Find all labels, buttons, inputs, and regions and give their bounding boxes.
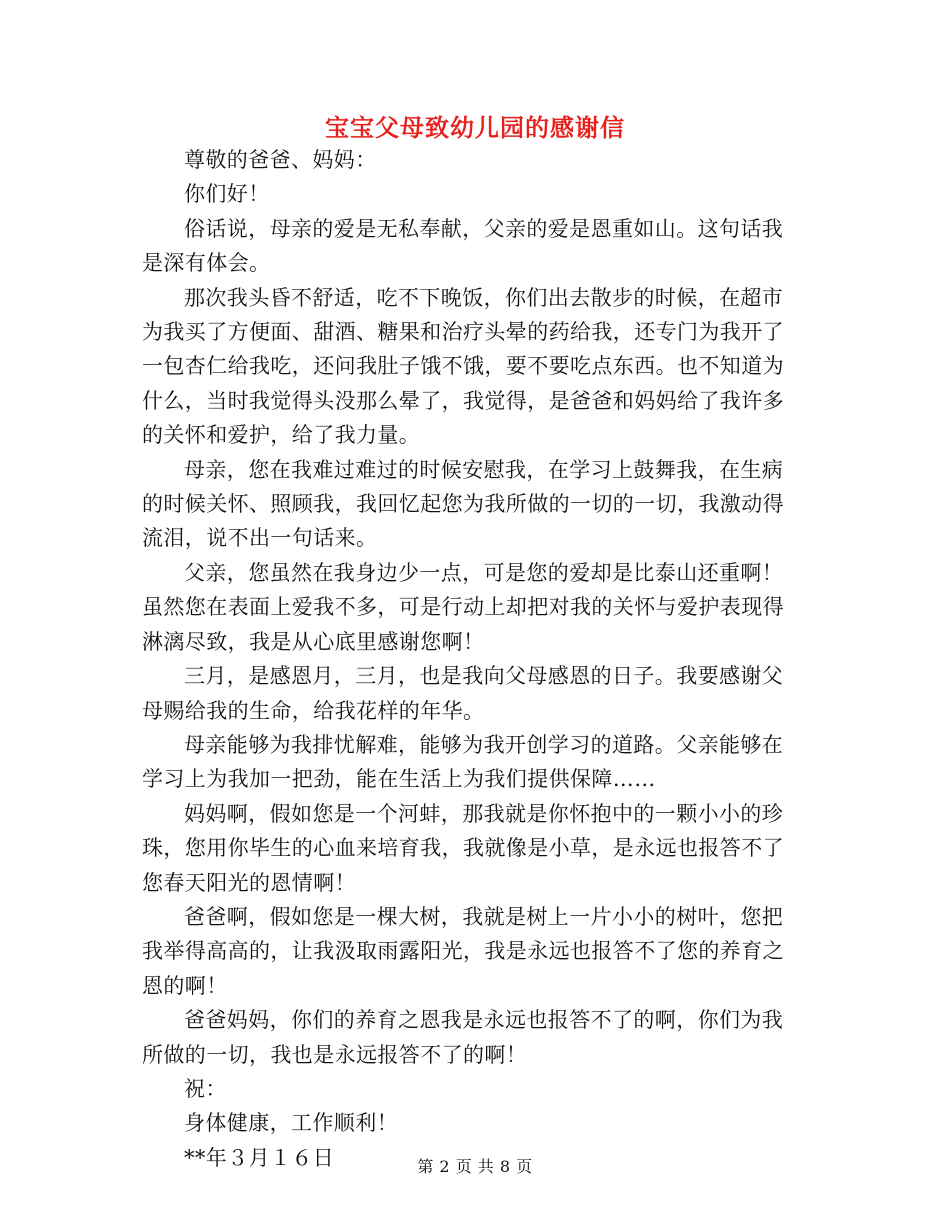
page-number: 第 2 页 共 8 页 <box>417 1157 533 1176</box>
greeting: 你们好！ <box>184 182 270 207</box>
paragraph: 俗话说，母亲的爱是无私奉献，父亲的爱是恩重如山。这句话我是深有体会。 <box>142 216 784 276</box>
letter-date: **年３月１６日 <box>184 1145 335 1170</box>
paragraph: 妈妈啊，假如您是一个河蚌，那我就是你怀抱中的一颗小小的珍珠，您用你毕生的心血来培育我，我就像是小草，是永远也报答不了您春天阳光的恩情啊！ <box>142 801 784 895</box>
document-title: 宝宝父母致幼儿园的感谢信 <box>325 113 625 142</box>
paragraph: 父亲，您虽然在我身边少一点，可是您的爱却是比泰山还重啊！虽然您在表面上爱我不多，可是行动上却把对我的关怀与爱护表现得淋漓尽致，我是从心底里感谢您啊！ <box>142 560 784 654</box>
letter-body <box>142 143 802 1175</box>
paragraph: 母亲，您在我难过难过的时候安慰我，在学习上鼓舞我，在生病的时候关怀、照顾我，我回忆起您为我所做的一切的一切，我激动得流泪，说不出一句话来。 <box>142 457 784 551</box>
paragraph: 爸爸啊，假如您是一棵大树，我就是树上一片小小的树叶，您把我举得高高的，让我汲取雨露阳光，我是永远也报答不了您的养育之恩的啊！ <box>142 904 784 998</box>
closing-blessing: 身体健康，工作顺利！ <box>184 1111 398 1136</box>
closing-wish: 祝： <box>184 1076 227 1101</box>
paragraph: 母亲能够为我排忧解难，能够为我开创学习的道路。父亲能够在学习上为我加一把劲，能在生活上为我们提供保障…… <box>142 732 784 792</box>
paragraph: 那次我头昏不舒适，吃不下晚饭，你们出去散步的时候，在超市为我买了方便面、甜酒、糖果和治疗头晕的药给我，还专门为我开了一包杏仁给我吃，还问我肚子饿不饿，要不要吃点东西。也不知道为什么，当时我觉得头没那么晕了，我觉得，是爸爸和妈妈给了我许多的关怀和爱护，给了我力量。 <box>142 285 784 448</box>
paragraph: 三月，是感恩月，三月，也是我向父母感恩的日子。我要感谢父母赐给我的生命，给我花样的年华。 <box>142 664 784 723</box>
salutation: 尊敬的爸爸、妈妈： <box>184 148 377 172</box>
paragraph: 爸爸妈妈，你们的养育之恩我是永远也报答不了的啊，你们为我所做的一切，我也是永远报答不了的啊！ <box>142 1008 784 1067</box>
